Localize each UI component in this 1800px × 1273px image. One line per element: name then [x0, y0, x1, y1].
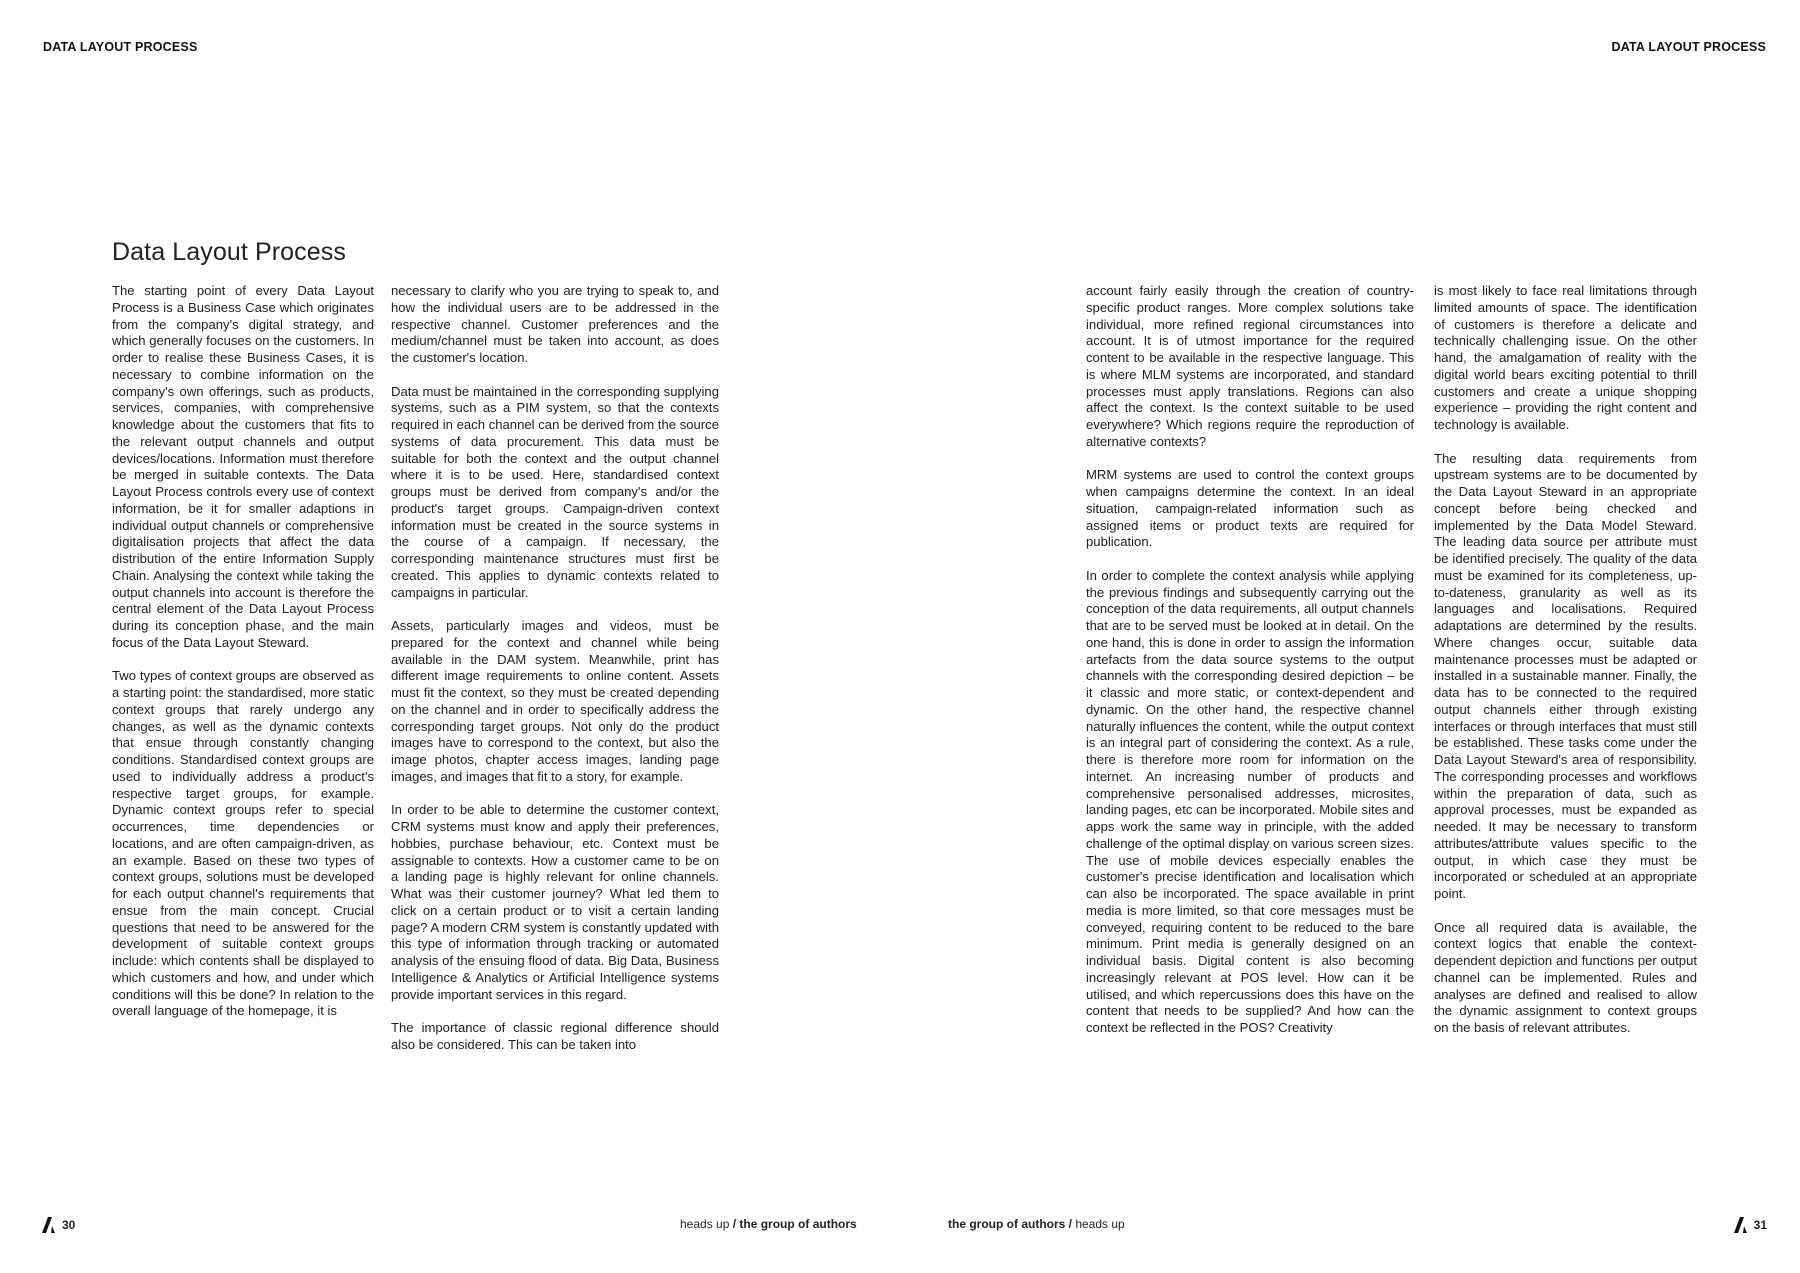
paragraph: The starting point of every Data Layout Process is a Business Case which originates from the company's digital strategy, and which generally focuses on the customers. In order to realise these Business Cases, it is necessary to combine information on the company's own offerings, such as products, services, companies, with comprehensive knowledge about the customers that fits to the relevant output channels and output devices/locations. Information must therefore be merged in suitable contexts. The Data Layout Process controls every use of context information, be it for smaller adaptions in individual output channels or comprehensive digitalisation projects that affect the data distribution of the entire Information Supply Chain. Analysing the context while taking the output channels into account is therefore the central element of the Data Layout Process during its conception phase, and the main focus of the Data Layout Steward.	[112, 283, 374, 650]
running-head-left: DATA LAYOUT PROCESS	[43, 40, 198, 54]
text-column-3	[1086, 283, 1414, 1037]
paragraph: account fairly easily through the creation of country-specific product ranges. More complex solutions take individual, more refined regional circumstances into account. It is of utmost importance for the required content to be available in the respective language. This is where MLM systems are incorporated, and standard processes must apply translations. Regions can also affect the context. Is the context suitable to be used everywhere? Which regions require the reproduction of alternative contexts?	[1086, 283, 1414, 449]
page-number-right: 31	[1753, 1218, 1767, 1232]
paragraph: The importance of classic regional difference should also be considered. This can be taken into	[391, 1020, 719, 1052]
paragraph: Two types of context groups are observed as a starting point: the standardised, more static context groups that rarely undergo any changes, as well as the dynamic contexts that ensue through constantly changing conditions. Standardised context groups are used to individually address a product's respective target groups, for example. Dynamic context groups refer to special occurrences, time dependencies or locations, and are often campaign-driven, as an example. Based on these two types of context groups, solutions must be developed for each output channel's requirements that ensue from the main concept. Crucial questions that need to be answered for the development of suitable context groups include: which contents shall be displayed to which customers and how, and under which conditions will this be done? In relation to the overall language of the homepage, it is	[112, 668, 374, 1019]
paragraph: Assets, particularly images and videos, must be prepared for the context and channel while being available in the DAM system. Meanwhile, print has different image requirements to online content. Assets must fit the context, so they must be created depending on the channel and in order to specifically address the corresponding target groups. Not only do the product images have to correspond to the context, but also the image photos, chapter access images, landing page images, and images that fit to a story, for example.	[391, 618, 719, 784]
footer-right-page-number	[1734, 1217, 1767, 1233]
footer-right-credit-regular: heads up	[1072, 1217, 1125, 1231]
footer-left-credit-bold: / the group of authors	[729, 1217, 857, 1231]
paragraph: necessary to clarify who you are trying to speak to, and how the individual users are to be addressed in the respective channel. Customer preferences and the medium/channel must be taken into account, as does the customer's location.	[391, 283, 719, 365]
paragraph: MRM systems are used to control the context groups when campaigns determine the context. In an ideal situation, campaign-related information such as assigned items or product texts are required for publication.	[1086, 467, 1414, 550]
running-head-right: DATA LAYOUT PROCESS	[1611, 40, 1766, 54]
text-column-1	[112, 283, 374, 1020]
footer-left-credit	[680, 1217, 857, 1231]
paragraph: is most likely to face real limitations through limited amounts of space. The identification of customers is therefore a delicate and technically challenging issue. On the other hand, the amalgamation of reality with the digital world bears exciting potential to thrill customers and create a unique shopping experience – providing the right content and technology is available.	[1434, 283, 1697, 432]
page-number-left: 30	[62, 1218, 76, 1232]
footer-left-page-number	[42, 1217, 75, 1233]
text-column-2	[391, 283, 719, 1054]
slash-logo-icon	[1734, 1217, 1748, 1233]
footer-right-credit	[948, 1217, 1125, 1231]
slash-logo-icon	[42, 1217, 56, 1233]
paragraph: Once all required data is available, the context logics that enable the context-dependent depiction and functions per output channel can be implemented. Rules and analyses are defined and realised to allow the dynamic assignment to context groups on the basis of relevant attributes.	[1434, 919, 1697, 1035]
text-column-4	[1434, 283, 1697, 1037]
paragraph: In order to be able to determine the customer context, CRM systems must know and apply their preferences, hobbies, purchase behaviour, etc. Context must be assignable to contexts. How a customer came to be on a landing page is highly relevant for online channels. What was their customer journey? What led them to click on a certain product or to visit a certain landing page? A modern CRM system is constantly updated with this type of information through tracking or automated analysis of the ensuing flood of data. Big Data, Business Intelligence & Analytics or Artificial Intelligence systems provide important services in this regard.	[391, 802, 719, 1002]
paragraph: In order to complete the context analysis while applying the previous findings and subsequently carrying out the conception of the data requirements, all output channels that are to be served must be looked at in detail. On the one hand, this is done in order to assign the information artefacts from the data source systems to the output channels with the corresponding desired depiction – be it classic and more static, or context-dependent and dynamic. On the other hand, the respective channel naturally influences the content, while the output context is an integral part of considering the context. As a rule, there is therefore more room for information on the internet. An increasing number of products and comprehensive personalised addresses, microsites, landing pages, etc can be incorporated. Mobile sites and apps work the same way in principle, with the added challenge of the optimal display on various screen sizes. The use of mobile devices especially enables the customer's precise identification and localisation which can also be incorporated. The space available in print media is more limited, so that core messages must be conveyed, requiring content to be reduced to the bare minimum. Print media is generally designed on an individual basis. Digital content is also becoming increasingly relevant at POS level. How can it be utilised, and which repercussions does this have on the content that needs to be supplied? And how can the context be reflected in the POS? Creativity	[1086, 567, 1414, 1035]
footer-right-credit-bold: the group of authors /	[948, 1217, 1072, 1231]
footer-left-credit-regular: heads up	[680, 1217, 730, 1231]
page-title: Data Layout Process	[112, 237, 346, 266]
paragraph: The resulting data requirements from upstream systems are to be documented by the Data Layout Steward in an appropriate concept before being checked and implemented by the Data Model Steward. The leading data source per attribute must be identified precisely. The quality of the data must be examined for its completeness, up-to-dateness, granularity as well as its languages and localisations. Required adaptations are determined by the results. Where changes occur, suitable data maintenance processes must be adapted or installed in a sustainable manner. Finally, the data has to be connected to the required output channels either through existing interfaces or through interfaces that must still be established. These tasks come under the Data Layout Steward's area of responsibility. The corresponding processes and workflows within the preparation of data, such as approval processes, must be expanded as needed. It may be necessary to transform attributes/attribute values specific to the output, in which case they must be incorporated or scheduled at an appropriate point.	[1434, 450, 1697, 901]
paragraph: Data must be maintained in the corresponding supplying systems, such as a PIM system, so that the contexts required in each channel can be derived from the source systems of data procurement. This data must be suitable for both the context and the output channel where it is to be used. Here, standardised context groups must be derived from company's and/or the product's target groups. Campaign-driven context information must be created in the source systems in the course of a campaign. If necessary, the corresponding maintenance structures must first be created. This applies to dynamic contexts related to campaigns in particular.	[391, 383, 719, 600]
